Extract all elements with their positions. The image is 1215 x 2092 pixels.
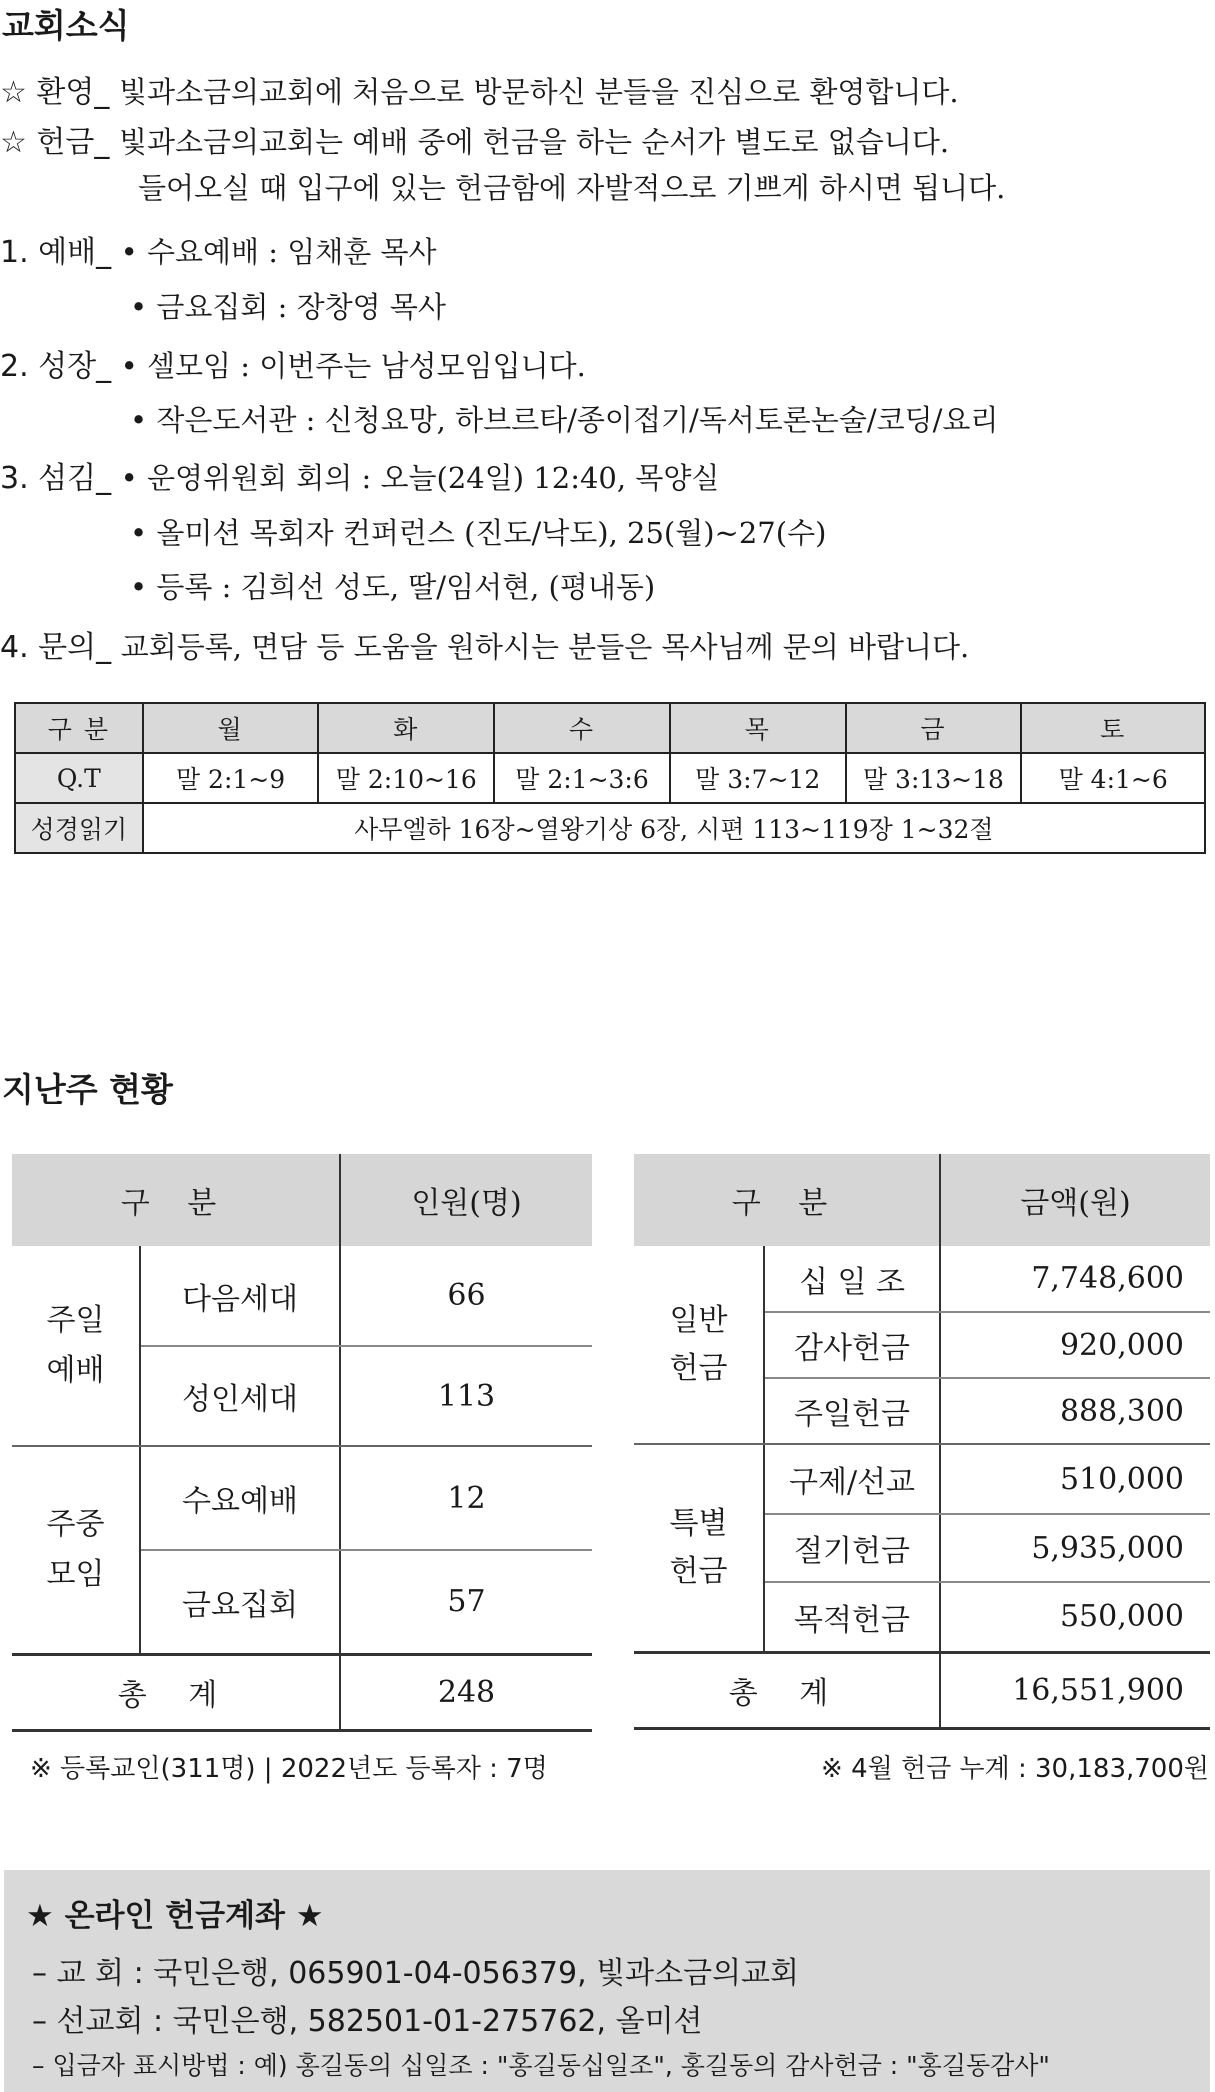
item2-key: 2. 성장_ <box>0 349 112 384</box>
news-offering-2 <box>138 168 1005 209</box>
qt-cell: 말 2:1~9 <box>143 753 319 803</box>
item2-b1: • 셀모임 : 이번주는 남성모임입니다. <box>120 349 586 383</box>
offering-group-label <box>634 1246 764 1444</box>
group-label-line: 모임 <box>46 1556 105 1592</box>
attendance-total-value: 248 <box>340 1654 592 1730</box>
offering-total-label: 총 계 <box>634 1652 940 1728</box>
offering-row-value: 888,300 <box>940 1378 1210 1444</box>
item2-b2: • 작은도서관 : 신청요망, 하브르타/종이접기/독서토론논술/코딩/요리 <box>130 403 999 437</box>
qt-header-cell: 화 <box>318 703 494 753</box>
offering-header <box>634 1154 1210 1246</box>
attendance-row <box>12 1446 592 1550</box>
group-label-line: 헌금 <box>669 1553 728 1589</box>
welcome-text: 빛과소금의교회에 처음으로 방문하신 분들을 진심으로 환영합니다. <box>118 75 959 109</box>
qt-cell: 말 2:1~3:6 <box>494 753 670 803</box>
offering-row-name: 십 일 조 <box>764 1246 940 1312</box>
offering-row <box>634 1444 1210 1514</box>
news-item-1-b2 <box>130 287 446 328</box>
item1-b1: • 수요예배 : 임채훈 목사 <box>120 235 437 269</box>
offering-text-1: 빛과소금의교회는 예배 중에 헌금을 하는 순서가 별도로 없습니다. <box>118 125 950 159</box>
item1-b2: • 금요집회 : 장창영 목사 <box>130 290 446 324</box>
offering-row-name: 주일헌금 <box>764 1378 940 1444</box>
item3-b1: • 운영위원회 회의 : 오늘(24일) 12:40, 목양실 <box>120 461 720 495</box>
news-item-3 <box>0 458 719 499</box>
group-label-line: 특별 <box>669 1505 728 1541</box>
news-welcome <box>0 72 959 113</box>
attendance-row-value: 57 <box>340 1550 592 1654</box>
item4-key: 4. 문의_ <box>0 630 112 665</box>
qt-header-row <box>15 703 1205 753</box>
offering-header-amount: 금액(원) <box>940 1154 1210 1246</box>
attendance-row-name: 성인세대 <box>140 1346 340 1446</box>
attendance-table <box>12 1154 592 1732</box>
news-item-4 <box>0 627 969 668</box>
attendance-row-name: 수요예배 <box>140 1446 340 1550</box>
item3-b2: • 올미션 목회자 컨퍼런스 (진도/낙도), 25(월)~27(수) <box>130 516 827 550</box>
attendance-row <box>12 1246 592 1346</box>
offering-row-value: 920,000 <box>940 1312 1210 1378</box>
online-account-title: ★ 온라인 헌금계좌 ★ <box>26 1898 324 1934</box>
qt-cell: 말 3:13~18 <box>846 753 1022 803</box>
section-title-news: 교회소식 <box>2 6 130 45</box>
offering-group-label <box>634 1444 764 1652</box>
qt-header-cell: 수 <box>494 703 670 753</box>
online-account-box <box>4 1870 1210 2092</box>
note-offering-total: ※ 4월 헌금 누계 : 30,183,700원 <box>821 1754 1209 1784</box>
qt-cell: 말 3:7~12 <box>670 753 846 803</box>
offering-row-value: 550,000 <box>940 1582 1210 1652</box>
qt-cell: 말 2:10~16 <box>318 753 494 803</box>
offering-row-name: 구제/선교 <box>764 1444 940 1514</box>
item3-key: 3. 섬김_ <box>0 461 112 496</box>
news-item-2 <box>0 346 586 387</box>
group-label-line: 일반 <box>669 1302 728 1338</box>
attendance-total-label: 총 계 <box>12 1654 340 1730</box>
offering-row-value: 5,935,000 <box>940 1514 1210 1582</box>
offering-table <box>634 1154 1210 1730</box>
qt-header-cell: 토 <box>1021 703 1205 753</box>
offering-total-value: 16,551,900 <box>940 1652 1210 1728</box>
news-offering <box>0 122 949 163</box>
qt-header-cell: 구 분 <box>15 703 143 753</box>
qt-label: Q.T <box>15 753 143 803</box>
group-label-line: 예배 <box>46 1352 105 1388</box>
note-registered: ※ 등록교인(311명) | 2022년도 등록자 : 7명 <box>30 1754 548 1784</box>
offering-key: ☆ 헌금_ <box>0 125 110 160</box>
welcome-key: ☆ 환영_ <box>0 75 110 110</box>
qt-header-cell: 목 <box>670 703 846 753</box>
offering-row-name: 감사헌금 <box>764 1312 940 1378</box>
offering-row <box>634 1246 1210 1312</box>
offering-text-2: 들어오실 때 입구에 있는 헌금함에 자발적으로 기쁘게 하시면 됩니다. <box>138 171 1006 205</box>
attendance-header-count: 인원(명) <box>340 1154 592 1246</box>
attendance-row-name: 다음세대 <box>140 1246 340 1346</box>
item1-key: 1. 예배_ <box>0 235 112 270</box>
qt-row <box>15 753 1205 803</box>
attendance-total-row <box>12 1654 592 1730</box>
attendance-group-label <box>12 1446 140 1654</box>
qt-schedule-table <box>14 702 1206 854</box>
qt-cell: 말 4:1~6 <box>1021 753 1205 803</box>
news-item-1 <box>0 232 437 273</box>
offering-row-name: 목적헌금 <box>764 1582 940 1652</box>
group-label-line: 헌금 <box>669 1350 728 1386</box>
attendance-row-value: 12 <box>340 1446 592 1550</box>
offering-row-value: 510,000 <box>940 1444 1210 1514</box>
account-church: – 교 회 : 국민은행, 065901-04-056379, 빛과소금의교회 <box>32 1956 800 1991</box>
group-label-line: 주중 <box>46 1506 105 1542</box>
attendance-group-label <box>12 1246 140 1446</box>
reading-cell: 사무엘하 16장~열왕기상 6장, 시편 113~119장 1~32절 <box>143 803 1205 853</box>
offering-header-category: 구 분 <box>634 1154 940 1246</box>
news-item-3-b2 <box>130 513 826 554</box>
attendance-header <box>12 1154 592 1246</box>
qt-header-cell: 금 <box>846 703 1022 753</box>
attendance-row-name: 금요집회 <box>140 1550 340 1654</box>
news-item-3-b3 <box>130 567 655 608</box>
offering-row-value: 7,748,600 <box>940 1246 1210 1312</box>
attendance-row-value: 66 <box>340 1246 592 1346</box>
reading-label: 성경읽기 <box>15 803 143 853</box>
offering-row-name: 절기헌금 <box>764 1514 940 1582</box>
group-label-line: 주일 <box>46 1302 105 1338</box>
item4-text: 교회등록, 면담 등 도움을 원하시는 분들은 목사님께 문의 바랍니다. <box>120 630 970 664</box>
item3-b3: • 등록 : 김희선 성도, 딸/임서현, (평내동) <box>130 570 656 604</box>
offering-total-row <box>634 1652 1210 1728</box>
reading-row <box>15 803 1205 853</box>
news-item-2-b2 <box>130 400 998 441</box>
section-title-last-week: 지난주 현황 <box>2 1070 173 1109</box>
deposit-instructions: – 입금자 표시방법 : 예) 홍길동의 십일조 : "홍길동십일조", 홍길동의 감사헌금 : "홍길동감사" <box>32 2051 1050 2080</box>
attendance-header-category: 구 분 <box>12 1154 340 1246</box>
attendance-row-value: 113 <box>340 1346 592 1446</box>
qt-header-cell: 월 <box>143 703 319 753</box>
account-mission: – 선교회 : 국민은행, 582501-01-275762, 올미션 <box>32 2004 703 2039</box>
